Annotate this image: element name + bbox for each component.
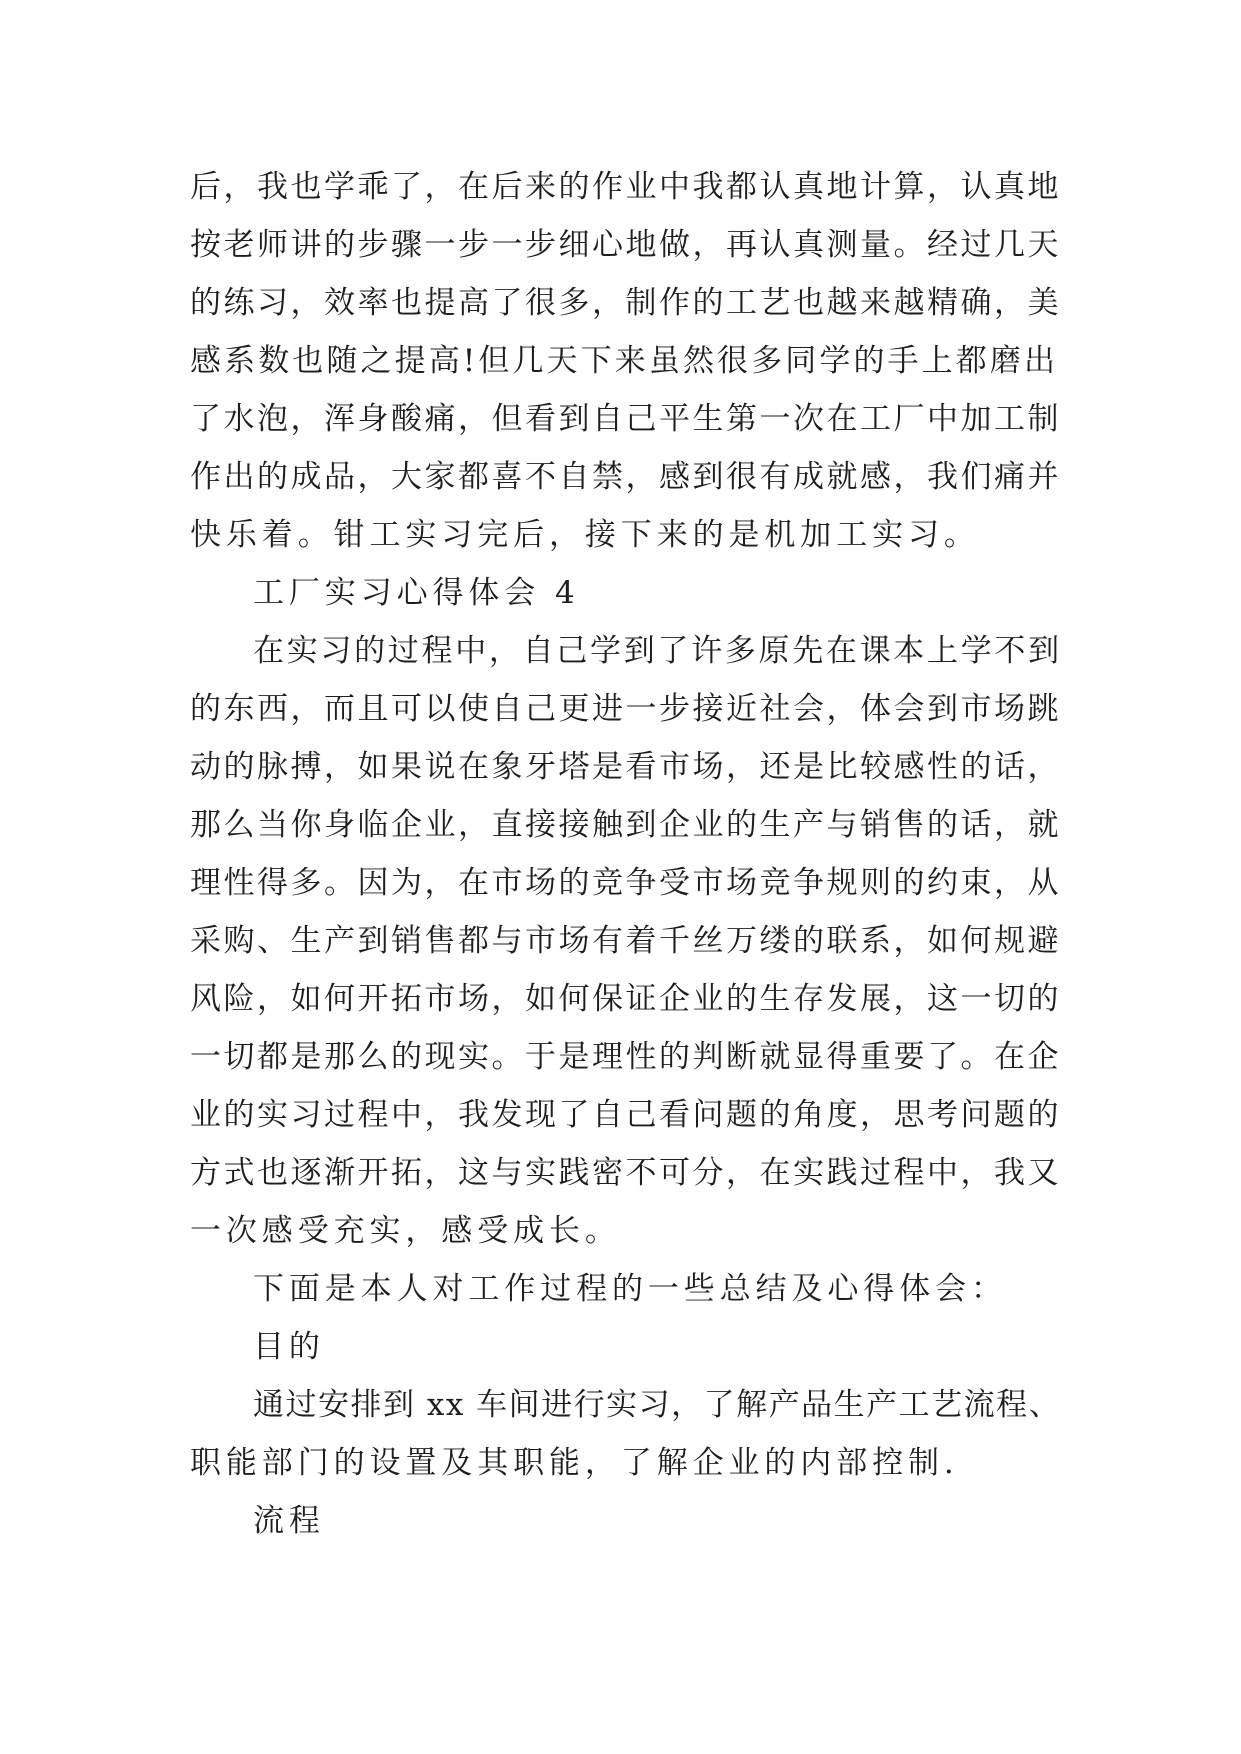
section-heading: 工厂实习心得体会 4: [253, 575, 580, 611]
text-line: 按老师讲的步骤一步一步细心地做，再认真测量。经过几天: [190, 227, 1061, 263]
text-line: 快乐着。钳工实习完后，接下来的是机加工实习。: [190, 517, 980, 553]
text-line: 一切都是那么的现实。于是理性的判断就显得重要了。在企: [190, 1039, 1061, 1075]
text-line: 通过安排到 xx 车间进行实习，了解产品生产工艺流程、: [253, 1387, 1062, 1423]
subheading-process: 流程: [253, 1503, 325, 1539]
text-line: 作出的成品，大家都喜不自禁，感到很有成就感，我们痛并: [190, 459, 1061, 495]
text-line: 那么当你身临企业，直接接触到企业的生产与销售的话，就: [190, 807, 1061, 843]
text-line: 的练习，效率也提高了很多，制作的工艺也越来越精确，美: [190, 285, 1061, 321]
text-line: 理性得多。因为，在市场的竞争受市场竞争规则的约束，从: [190, 865, 1061, 901]
text-line: 感系数也随之提高!但几天下来虽然很多同学的手上都磨出: [190, 343, 1059, 379]
text-line: 下面是本人对工作过程的一些总结及心得体会：: [253, 1271, 1007, 1307]
text-line: 动的脉搏，如果说在象牙塔是看市场，还是比较感性的话，: [190, 749, 1061, 785]
text-line: 风险，如何开拓市场，如何保证企业的生存发展，这一切的: [190, 981, 1061, 1017]
text-line: 采购、生产到销售都与市场有着千丝万缕的联系，如何规避: [190, 923, 1061, 959]
text-line: 了水泡，浑身酸痛，但看到自己平生第一次在工厂中加工制: [190, 401, 1061, 437]
subheading-purpose: 目的: [253, 1329, 325, 1365]
text-line: 方式也逐渐开拓，这与实践密不可分，在实践过程中，我又: [190, 1155, 1061, 1191]
text-line: 职能部门的设置及其职能，了解企业的内部控制.: [190, 1445, 959, 1481]
text-line: 在实习的过程中，自己学到了许多原先在课本上学不到: [253, 633, 1062, 669]
text-line: 一次感受充实，感受成长。: [190, 1213, 621, 1249]
text-line: 业的实习过程中，我发现了自己看问题的角度，思考问题的: [190, 1097, 1061, 1133]
text-line: 的东西，而且可以使自己更进一步接近社会，体会到市场跳: [190, 691, 1061, 727]
text-line: 后，我也学乖了，在后来的作业中我都认真地计算，认真地: [190, 169, 1061, 205]
